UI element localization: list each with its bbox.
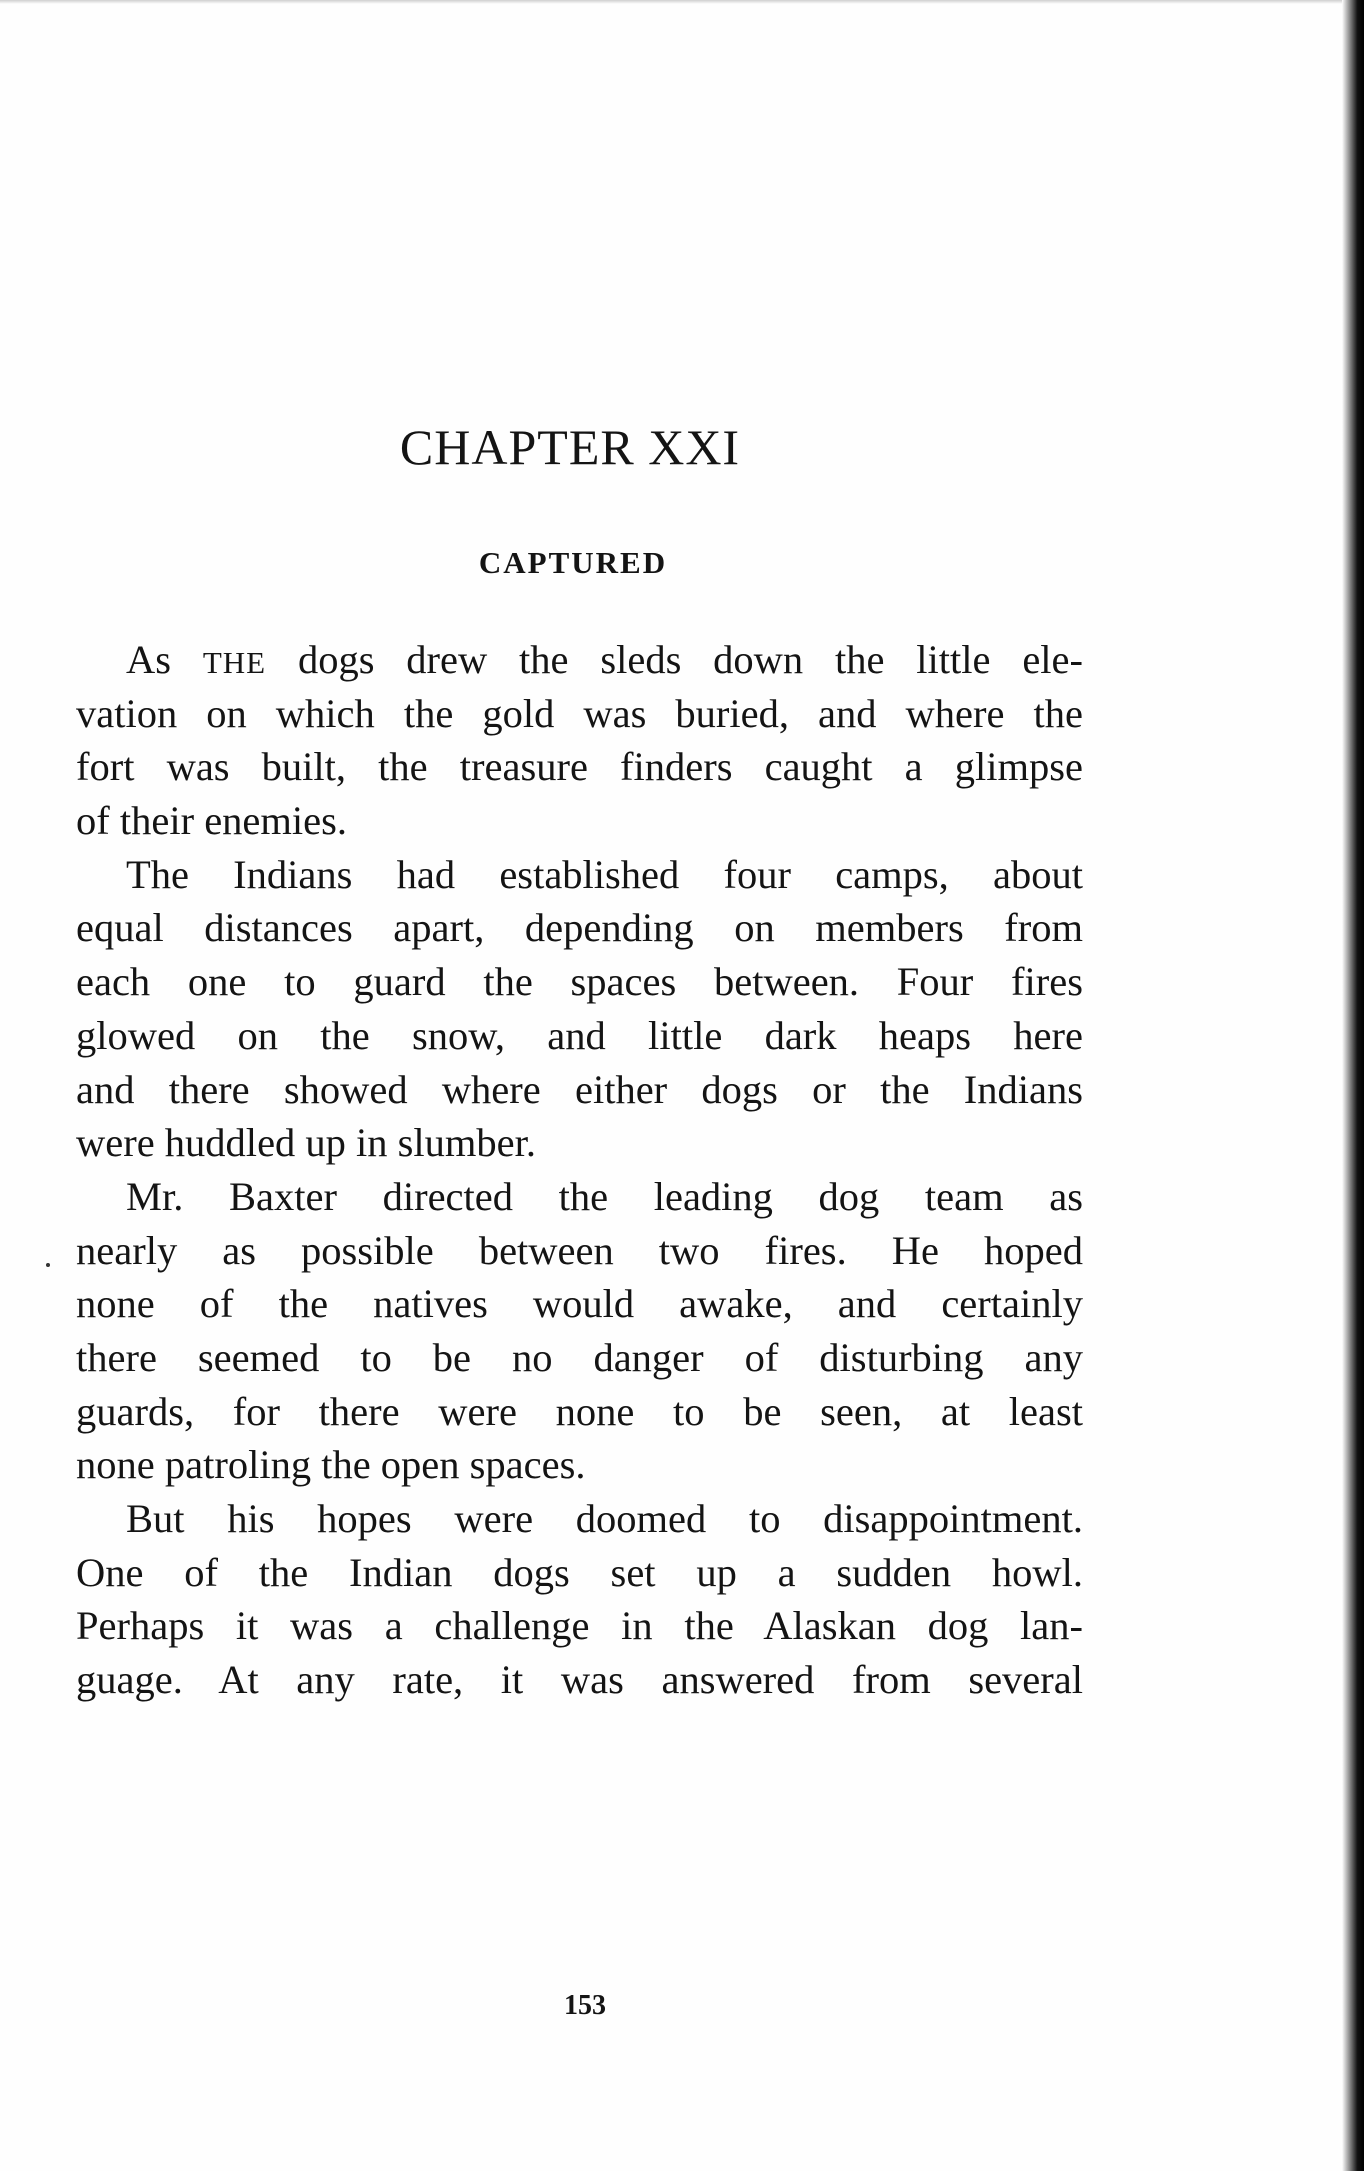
- text-line: were huddled up in slumber.: [76, 1120, 537, 1166]
- text-line: [76, 633, 1083, 687]
- text-line: Perhaps it was a challenge in the Alaskan dog lan-: [76, 1603, 1083, 1649]
- text-line: of their enemies.: [76, 798, 348, 844]
- text-line: there seemed to be no danger of disturbing any: [76, 1334, 1083, 1380]
- text-line: vation on which the gold was buried, and where the: [76, 690, 1083, 736]
- text-line: each one to guard the spaces between. Four fires: [76, 959, 1083, 1005]
- page-number: 153: [564, 1990, 606, 2021]
- opening-line-rest: dogs drew the sleds down the little ele-: [297, 637, 1084, 682]
- page-top-edge: [0, 0, 1364, 4]
- text-line: and there showed where either dogs or the Indians: [76, 1066, 1083, 1112]
- chapter-title: CHAPTER XXI: [399, 419, 741, 475]
- print-speck: [46, 1263, 50, 1267]
- text-line: none of the natives would awake, and certainly: [76, 1281, 1083, 1327]
- text-line: But his hopes were doomed to disappointment.: [126, 1496, 1083, 1541]
- opening-word: As: [126, 637, 172, 682]
- text-line: One of the Indian dogs set up a sudden howl.: [76, 1549, 1083, 1595]
- chapter-subtitle: CAPTURED: [478, 545, 668, 580]
- text-line: guards, for there were none to be seen, at least: [76, 1388, 1083, 1434]
- text-line: fort was built, the treasure finders caught a glimpse: [76, 744, 1083, 790]
- page-binding-edge: [1342, 0, 1364, 2171]
- text-line: guage. At any rate, it was answered from several: [76, 1657, 1083, 1703]
- text-line: Mr. Baxter directed the leading dog team as: [126, 1173, 1083, 1219]
- chapter-body: [76, 633, 1083, 1707]
- text-line: glowed on the snow, and little dark heaps here: [76, 1012, 1083, 1058]
- text-line: The Indians had established four camps, about: [126, 851, 1083, 897]
- text-line: equal distances apart, depending on members from: [76, 905, 1083, 951]
- text-line: none patroling the open spaces.: [76, 1442, 586, 1488]
- text-line: nearly as possible between two fires. He hoped: [76, 1227, 1083, 1273]
- opening-smallcaps: THE: [202, 645, 267, 680]
